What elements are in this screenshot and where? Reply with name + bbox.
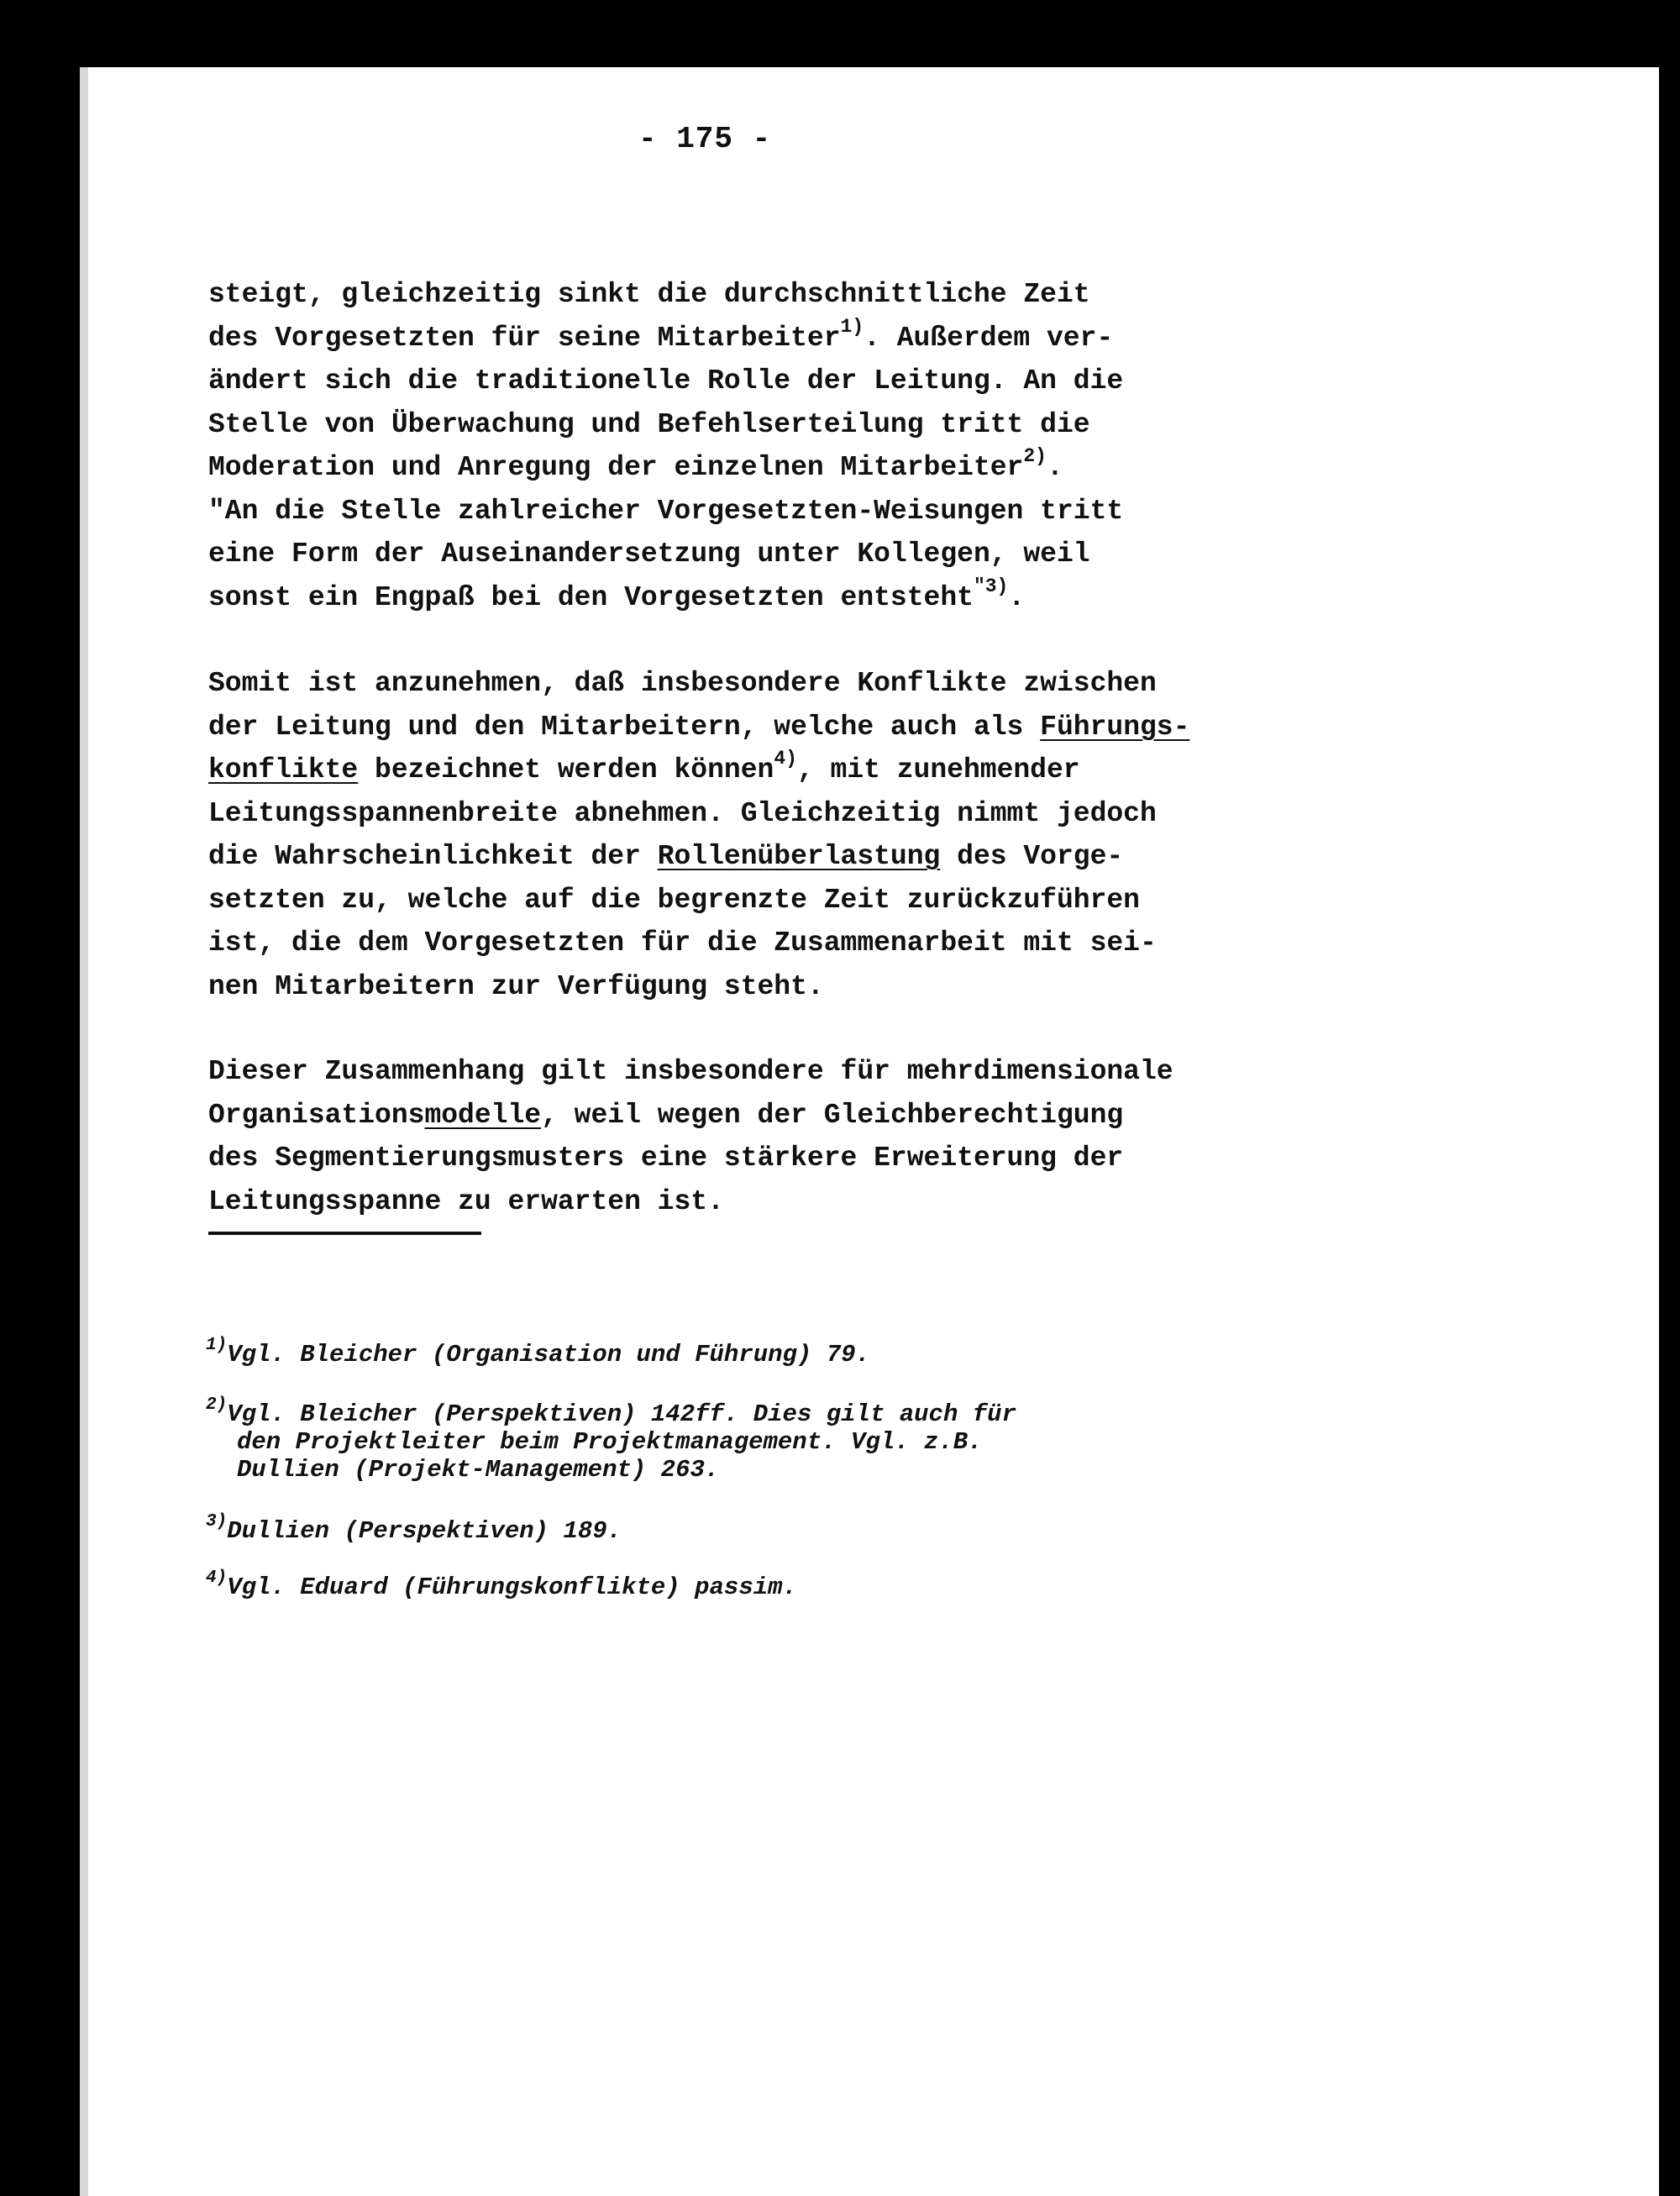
text-line: des Segmentierungsmusters eine stärkere Erweiterung der [208, 1143, 1124, 1174]
text-line: steigt, gleichzeitig sinkt die durchschnittliche Zeit [208, 279, 1090, 310]
underlined-term: Führungs- [1040, 711, 1190, 743]
footnote-ref-2: 2) [1023, 445, 1047, 467]
text-line: Leitungsspannenbreite abnehmen. Gleichzeitig nimmt jedoch [208, 797, 1157, 829]
text-line: Organisationsmodelle, weil wegen der Gleichberechtigung [208, 1099, 1124, 1131]
footnote-3: $^{3)}$Dullien (Perspektiven) 189. [206, 1512, 622, 1545]
footnote-2: $^{2)}$Vgl. Bleicher (Perspektiven) 142ff. Dies gilt auch für den Projektleiter beim Projektmanagement. Vgl. z.B. Dullien (Projekt-Management) 263. [206, 1395, 1016, 1484]
text-line: ändert sich die traditionelle Rolle der Leitung. An die [208, 365, 1124, 397]
footnote-mark: 2) [206, 1395, 228, 1415]
footnote-4: $^{4)}$Vgl. Eduard (Führungskonflikte) passim. [206, 1568, 797, 1601]
text-line: konflikte bezeichnet werden können$^{4)}$, mit zunehmender [208, 748, 1080, 785]
text-line: sonst ein Engpaß bei den Vorgesetzten entsteht$^{"3)}$. [208, 575, 1026, 613]
underlined-term: modelle [424, 1099, 542, 1131]
footnote-ref-1: 1) [840, 315, 864, 338]
text-line: nen Mitarbeitern zur Verfügung steht. [208, 970, 824, 1002]
text-line: Dieser Zusammenhang gilt insbesondere für mehrdimensionale [208, 1056, 1173, 1087]
paragraph-1 [208, 273, 1123, 619]
paragraph-2 [208, 662, 1189, 1008]
text-line: Moderation und Anregung der einzelnen Mitarbeiter$^{2)}$. [208, 445, 1063, 483]
underlined-term: Rollenüberlastung [657, 841, 941, 872]
footnote-ref-4: 4) [774, 748, 797, 770]
text-line: die Wahrscheinlichkeit der Rollenüberlastung des Vorge- [208, 841, 1124, 872]
text-line: "An die Stelle zahlreicher Vorgesetzten-Weisungen tritt [208, 495, 1124, 527]
page-number: - 175 - [638, 122, 772, 156]
text-line: setzten zu, welche auf die begrenzte Zeit zurückzuführen [208, 884, 1140, 916]
footnote-mark: 3) [206, 1512, 228, 1531]
text-line: eine Form der Auseinandersetzung unter Kollegen, weil [208, 538, 1090, 570]
text-line: ist, die dem Vorgesetzten für die Zusammenarbeit mit sei- [208, 927, 1157, 959]
text-line: der Leitung und den Mitarbeitern, welche auch als Führungs- [208, 711, 1190, 743]
footnote-mark: 4) [206, 1568, 228, 1588]
underlined-term: konflikte [208, 754, 359, 785]
page-spine [80, 67, 88, 2196]
footnote-mark: 1) [206, 1336, 228, 1355]
footnote-ref-3: "3) [973, 575, 1009, 597]
footnote-1: $^{1)}$Vgl. Bleicher (Organisation und Führung) 79. [206, 1336, 870, 1369]
text-line: des Vorgesetzten für seine Mitarbeiter$^{1)}$. Außerdem ver- [208, 315, 1114, 354]
text-line: Somit ist anzunehmen, daß insbesondere Konflikte zwischen [208, 668, 1157, 699]
footnote-separator [208, 1232, 481, 1235]
text-line: Stelle von Überwachung und Befehlserteilung tritt die [208, 408, 1090, 440]
paragraph-3 [208, 1050, 1173, 1223]
text-line: Leitungsspanne zu erwarten ist. [208, 1185, 724, 1217]
